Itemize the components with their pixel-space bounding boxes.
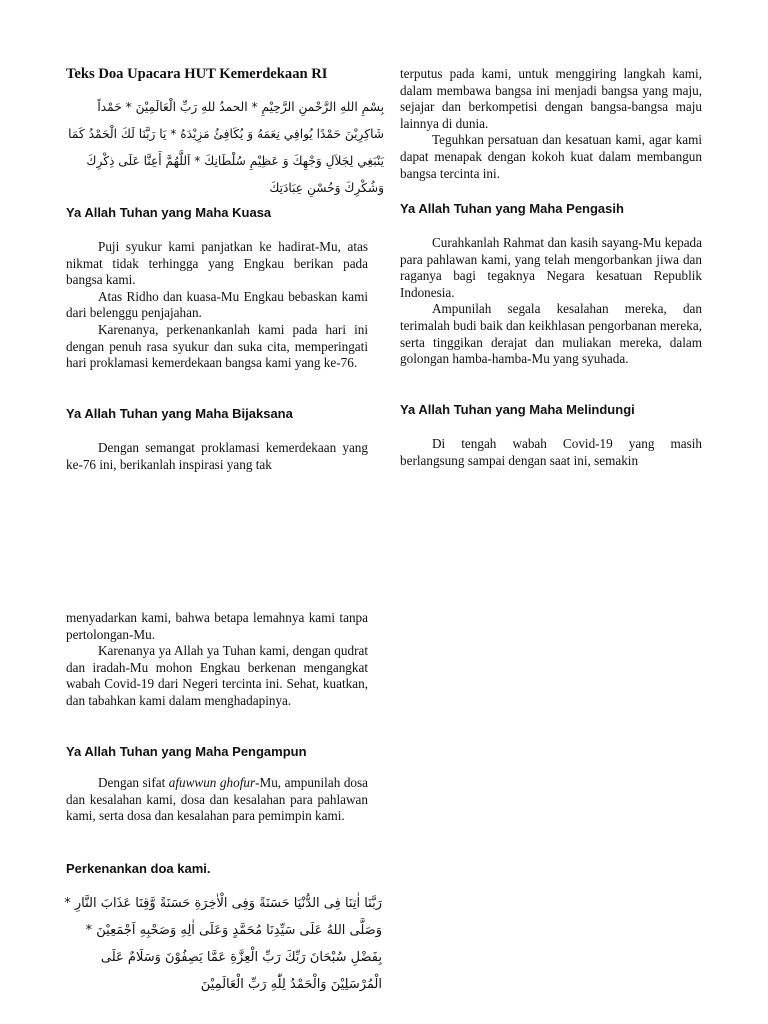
paragraph: Karenanya ya Allah ya Tuhan kami, dengan qudrat dan iradah-Mu mohon Engkau berkenan mengangkat wabah Covid-19 dari Negeri tercinta ini. Sehat, kuatkan, dan tabahkan kami dalam menghadapinya. [66,643,368,708]
section-heading-maha-bijaksana: Ya Allah Tuhan yang Maha Bijaksana [66,406,293,421]
section-heading-maha-kuasa: Ya Allah Tuhan yang Maha Kuasa [66,205,272,220]
section-body-maha-melindungi [400,436,702,469]
paragraph: Curahkanlah Rahmat dan kasih sayang-Mu kepada para pahlawan kami, yang telah mengorbankan jiwa dan raganya bagi tegaknya Negara kesatuan Republik Indonesia. [400,235,702,300]
lead-text: Dengan sifat [98,775,169,790]
section-heading-maha-pengampun: Ya Allah Tuhan yang Maha Pengampun [66,744,307,759]
paragraph: menyadarkan kami, bahwa betapa lemahnya kami tanpa pertolongan-Mu. [66,610,368,642]
paragraph [66,775,368,825]
lead-suffix: -Mu, [255,775,285,790]
section-body-maha-kuasa [66,239,368,372]
paragraph: Ampunilah segala kesalahan mereka, dan terimalah budi baik dan keikhlasan pengorbanan mereka, serta tinggikan derajat dan muliakan mereka, dalam golongan hamba-hamba-Mu yang syuhada. [400,301,702,367]
continuation-body-right [400,66,702,182]
section-body-maha-pengampun [66,775,368,825]
section-body-maha-bijaksana [66,440,368,473]
paragraph-text: ampunilah dosa dan kesalahan kami, dosa dan kesalahan para pahlawan kami, serta dosa dan kesalahan para pemimpin kami. [66,775,368,824]
opening-prayer-arabic: بِسْمِ اللهِ الرَّحْمنِ الرَّحِيْمِ * الحمدُ للهِ رَبِّ الْعَالَمِيْنَ * حَمْداً شَاكِرِيْنَ حَمْدًا يُوافِي نِعَمَهُ وَ يُكَافِئُ مَزِيْدَهُ * يَا رَبَّنَا لَكَ الْحَمْدُ كَمَا يَنْبَغِي لِجَلاَلِ وَجْهِكَ وَ عَظِيْمِ سُلْطَانِكَ * اَللَّهُمَّ أَعِنَّا عَلَى ذِكْرِكَ وَشُكْرِكَ وَحُسْنِ عِبَادَتِكَ [68,100,384,195]
paragraph: terputus pada kami, untuk menggiring langkah kami, dalam membawa bangsa ini menjadi bangsa yang maju, sejajar dan berkompetisi dengan bangsa-bangsa maju lainnya di dunia. [400,66,702,131]
paragraph: Dengan semangat proklamasi kemerdekaan yang ke-76 ini, berikanlah inspirasi yang tak [66,440,368,472]
paragraph: Teguhkan persatuan dan kesatuan kami, agar kami dapat menapak dengan kokoh kuat dalam membangun bangsa tercinta ini. [400,132,702,181]
section-heading-maha-pengasih: Ya Allah Tuhan yang Maha Pengasih [400,201,624,216]
paragraph: Di tengah wabah Covid-19 yang masih berlangsung sampai dengan saat ini, semakin [400,436,702,468]
section-body-maha-pengasih [400,235,702,368]
paragraph: Karenanya, perkenankanlah kami pada hari ini dengan penuh rasa syukur dan suka cita, memperingati hari proklamasi kemerdekaan bangsa kami yang ke-76. [66,321,368,371]
paragraph: Atas Ridho dan kuasa-Mu Engkau bebaskan kami dari belenggu penjajahan. [66,288,368,321]
continuation-body-lower [66,610,368,710]
italic-term: afuwwun ghofur [168,775,256,790]
page-title: Teks Doa Upacara HUT Kemerdekaan RI [66,66,328,82]
paragraph: Puji syukur kami panjatkan ke hadirat-Mu, atas nikmat tidak terhingga yang Engkau berikan pada bangsa kami. [66,239,368,288]
section-heading-maha-melindungi: Ya Allah Tuhan yang Maha Melindungi [400,402,635,417]
closing-prayer-arabic: رَبَّنَا اٰتِنَا فِى الدُّنْيَا حَسَنَةً وَفِى الْاٰخِرَةِ حَسَنَةً وَّقِنَا عَذَابَ النَّارِ * وَصَلَّى اللهُ عَلَى سَيِّدِنَا مُحَمَّدٍ وَعَلَى اٰلِهِ وَصَحْبِهِ اَجْمَعِيْنَ * بِفَضْلِ سُبْحَانَ رَبِّكَ رَبِّ الْعِزَّةِ عَمَّا يَصِفُوْنَ وَسَلَامٌ عَلَى الْمُرْسَلِيْنَ وَالْحَمْدُ لِلّٰهِ رَبِّ الْعَالَمِيْنَ [64,896,382,992]
section-heading-perkenankan: Perkenankan doa kami. [66,861,211,876]
